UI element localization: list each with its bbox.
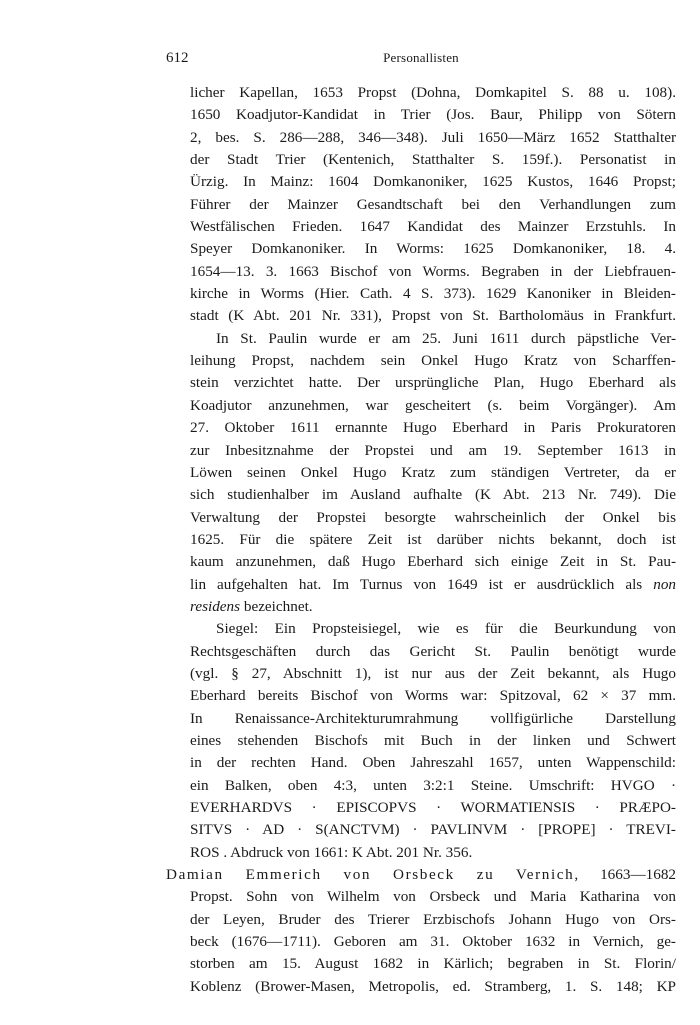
text-line: Propst. Sohn von Wilhelm von Orsbeck und Maria Katharina von <box>190 888 676 906</box>
italic-phrase: non <box>653 575 676 593</box>
text-line: 1625. Für die spätere Zeit ist darüber nichts bekannt, doch ist <box>190 530 676 548</box>
text-line: Verwaltung der Propstei besorgte wahrscheinlich der Onkel bis <box>190 508 676 526</box>
text-line: EVERHARDVS · EPISCOPVS · WORMATIENSIS · PRÆPO- <box>190 799 676 816</box>
text-line: in der rechten Hand. Oben Jahreszahl 1657, unten Wappenschild: <box>190 754 676 772</box>
page-number: 612 <box>166 50 189 66</box>
text-line: Westfälischen Frieden. 1647 Kandidat des Mainzer Erzstuhls. In <box>190 218 676 236</box>
text-line: Koblenz (Brower-Masen, Metropolis, ed. Stramberg, 1. S. 148; KP <box>190 977 676 995</box>
text-line: 1654—13. 3. 1663 Bischof von Worms. Begraben in der Liebfrauen- <box>190 262 676 280</box>
text-line: Speyer Domkanoniker. In Worms: 1625 Domkanoniker, 18. 4. <box>190 240 676 258</box>
text-line: (vgl. § 27, Abschnitt 1), ist nur aus der Zeit bekannt, als Hugo <box>190 664 676 682</box>
text-line: ROS . Abdruck von 1661: K Abt. 201 Nr. 356. <box>190 843 473 861</box>
entry-dates: 1663—1682 <box>600 866 676 884</box>
text-line: kaum anzunehmen, daß Hugo Eberhard sich einige Zeit in St. Pau- <box>190 553 676 571</box>
text-line: Rechtsgeschäften durch das Gericht St. Paulin benötigt wurde <box>190 642 676 660</box>
text-line: stadt (K Abt. 201 Nr. 331), Propst von St. Bartholomäus in Frankfurt. <box>190 307 676 325</box>
text-line: 2, bes. S. 286—288, 346—348). Juli 1650—März 1652 Statthalter <box>190 128 676 146</box>
text-line: Koadjutor anzunehmen, war gescheitert (s. beim Vorgänger). Am <box>190 396 676 414</box>
text-line: sich studienhalber im Ausland aufhalte (K Abt. 213 Nr. 749). Die <box>190 486 676 504</box>
text-line: licher Kapellan, 1653 Propst (Dohna, Domkapitel S. 88 u. 108). <box>190 84 676 101</box>
text-line: Führer der Mainzer Gesandtschaft bei den Verhandlungen zum <box>190 195 676 213</box>
text-line-main: lin aufgehalten hat. Im Turnus von 1649 ist er ausdrücklich als <box>190 575 643 593</box>
page-header <box>166 50 676 70</box>
text-line-main: bezeichnet. <box>243 597 313 615</box>
text-line: ein Balken, oben 4:3, unten 3:2:1 Steine. Umschrift: HVGO · <box>190 776 676 794</box>
text-line: In St. Paulin wurde er am 25. Juni 1611 durch päpstliche Ver- <box>216 329 676 347</box>
body-text <box>166 82 676 998</box>
text-line: Löwen seinen Onkel Hugo Kratz zum ständigen Vertreter, da er <box>190 463 676 481</box>
text-line: der Leyen, Bruder des Trierer Erzbischofs Johann Hugo von Ors- <box>190 910 676 928</box>
text-line: Ürzig. In Mainz: 1604 Domkanoniker, 1625 Kustos, 1646 Propst; <box>190 173 676 191</box>
text-line <box>190 574 676 596</box>
text-line: beck (1676—1711). Geboren am 31. Oktober 1632 in Vernich, ge- <box>190 933 676 951</box>
text-line: zur Inbesitznahme der Propstei und am 19. September 1613 in <box>190 441 676 459</box>
text-line: eines stehenden Bischofs mit Buch in der linken und Schwert <box>190 731 676 749</box>
text-line: 27. Oktober 1611 ernannte Hugo Eberhard in Paris Prokuratoren <box>190 419 676 437</box>
text-line: In Renaissance-Architekturumrahmung vollfigürliche Darstellung <box>190 709 676 727</box>
text-line: stein verzichtet hatte. Der ursprüngliche Plan, Hugo Eberhard als <box>190 374 676 392</box>
text-line <box>190 596 676 618</box>
text-line: storben am 15. August 1682 in Kärlich; begraben in St. Florin/ <box>190 955 676 973</box>
italic-phrase: residens <box>190 597 241 615</box>
text-line: SITVS · AD · S(ANCTVM) · PAVLINVM · [PROPE] · TREVI- <box>190 821 676 839</box>
running-title: Personallisten <box>383 50 459 65</box>
text-line: 1650 Koadjutor-Kandidat in Trier (Jos. Baur, Philipp von Sötern <box>190 106 676 124</box>
text-line: Siegel: Ein Propsteisiegel, wie es für die Beurkundung von <box>216 620 676 638</box>
text-line: leihung Propst, nachdem sein Onkel Hugo Kratz von Scharffen- <box>190 352 676 370</box>
entry-heading-line <box>166 864 676 886</box>
text-line: der Stadt Trier (Kentenich, Statthalter S. 159f.). Personatist in <box>190 151 676 169</box>
entry-name: Damian Emmerich von Orsbeck zu Vernich, <box>166 866 580 884</box>
text-line: kirche in Worms (Hier. Cath. 4 S. 373). 1629 Kanoniker in Bleiden- <box>190 285 676 303</box>
text-line: Eberhard bereits Bischof von Worms war: Spitzoval, 62 × 37 mm. <box>190 687 676 705</box>
